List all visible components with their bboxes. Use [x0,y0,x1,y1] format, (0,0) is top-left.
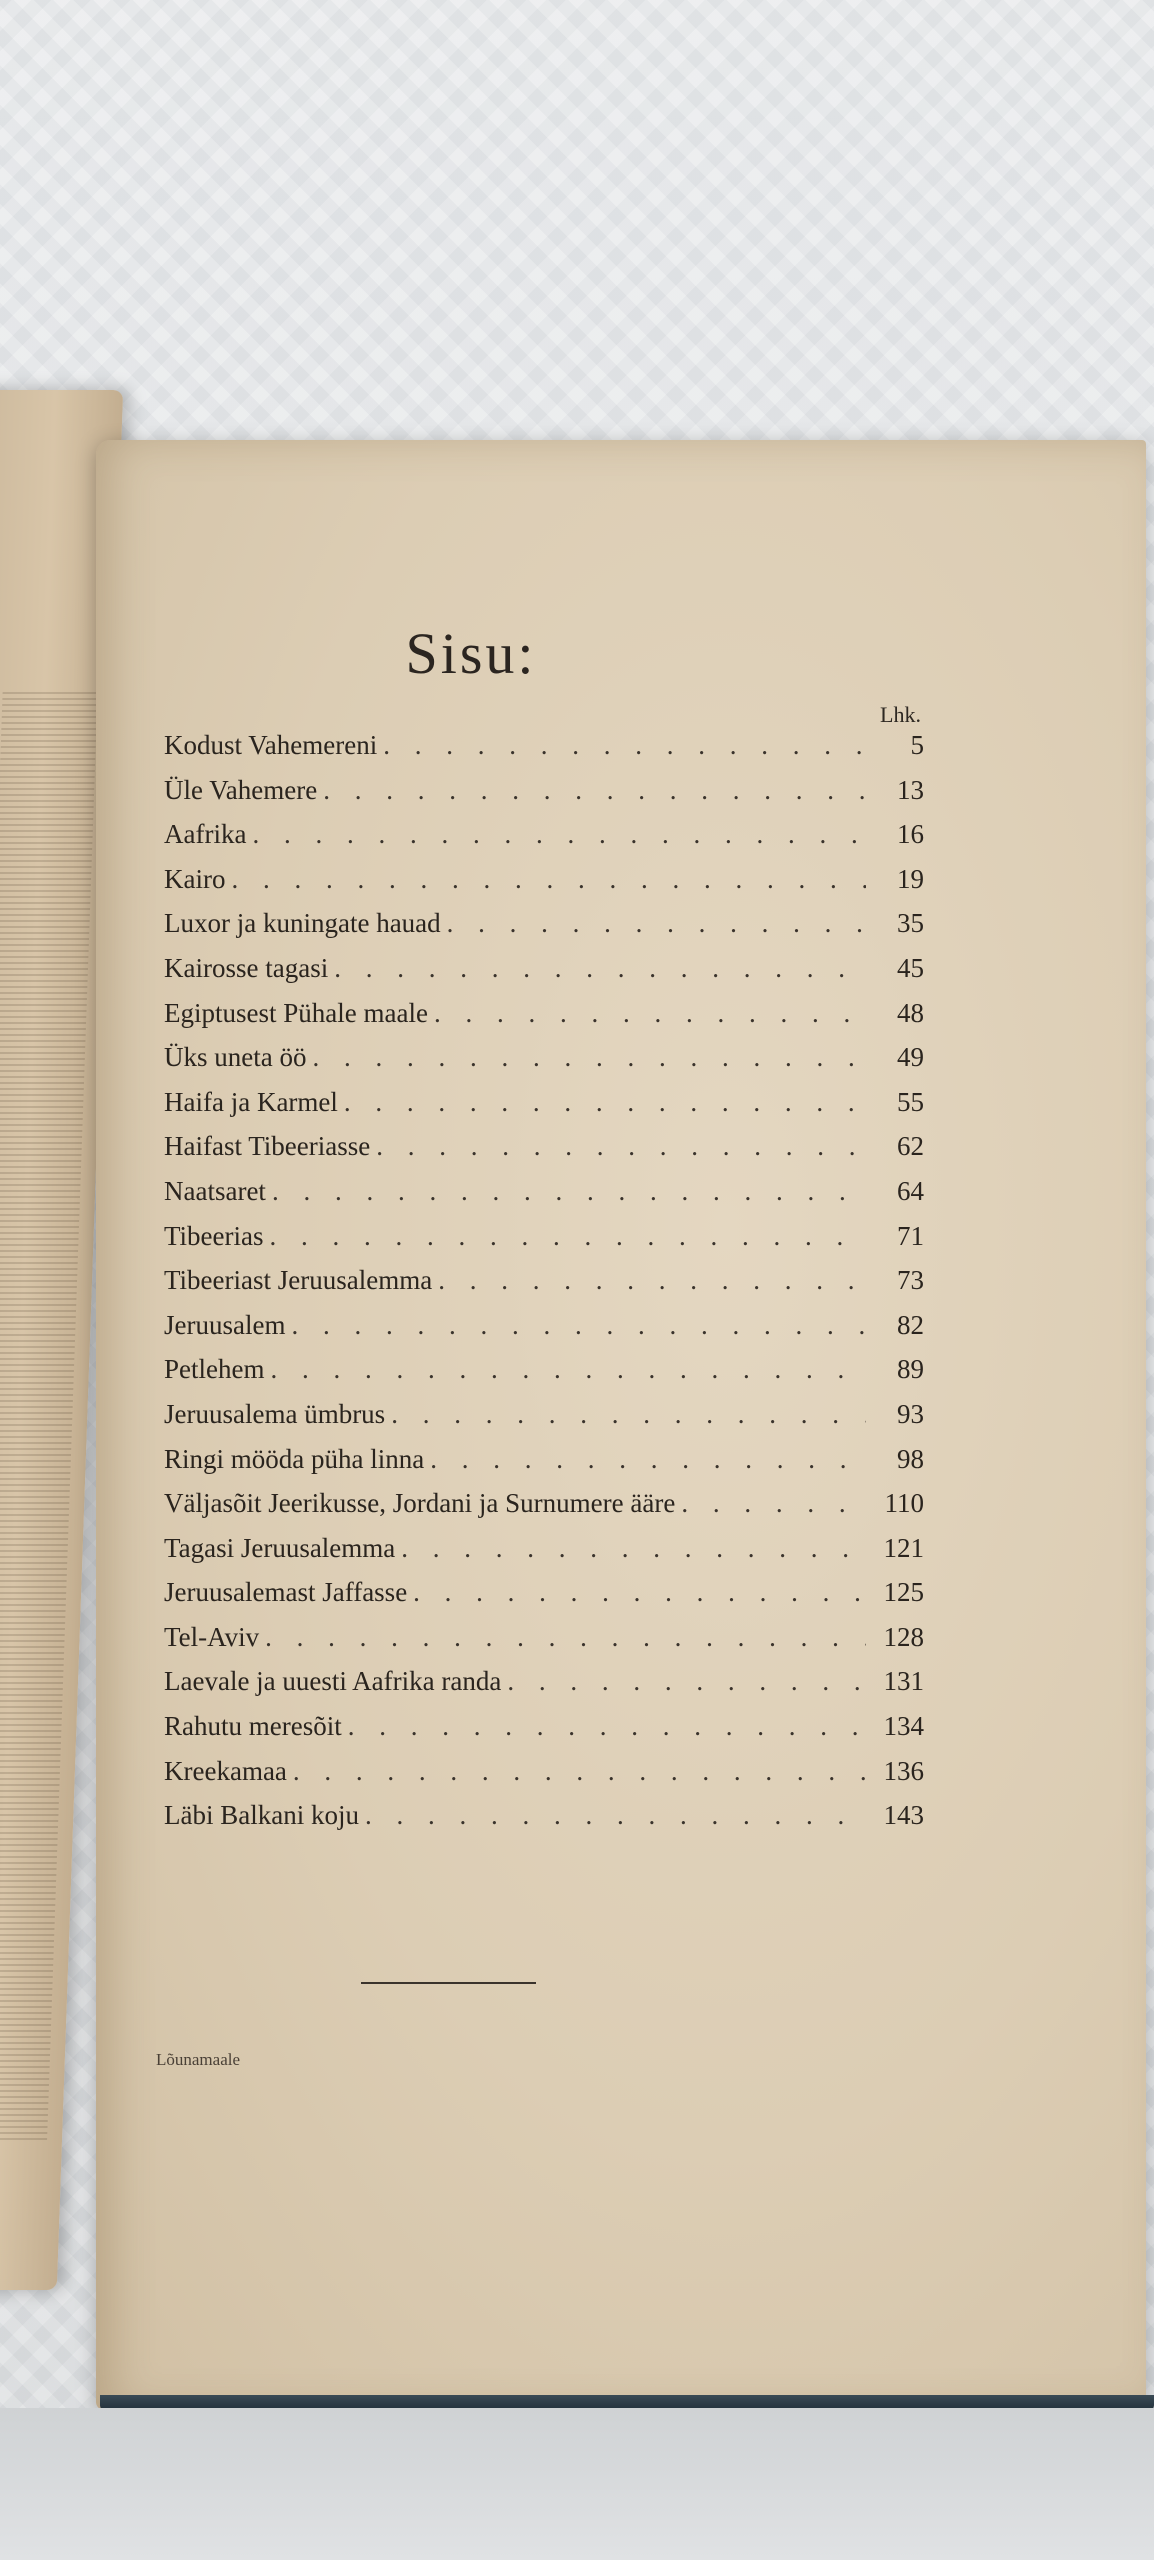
toc-entry [164,1399,924,1444]
toc-leader-dots [430,1444,866,1475]
page-number-column-label: Lhk. [880,702,921,727]
toc-entry-page: 134 [883,1711,924,1742]
toc-entry-title: Tagasi Jeruusalemma [164,1532,396,1563]
toc-leader-dots [334,953,866,984]
toc-entry [164,1711,924,1756]
toc-entry-page: 55 [897,1086,924,1117]
toc-entry-title: Tibeerias [164,1220,264,1251]
toc-entry [164,1176,924,1221]
toc-entry [164,1354,924,1399]
toc-leader-dots [270,1221,867,1252]
toc-entry-page: 62 [897,1131,924,1162]
footer-signature: Lõunamaale [156,2050,241,2069]
toc-entry-page: 89 [897,1354,924,1385]
toc-entry [164,1444,924,1489]
toc-leader-dots [231,864,866,895]
toc-entry-page: 82 [897,1309,924,1340]
toc-entry-page: 45 [897,952,924,983]
toc-entry-title: Väljasõit Jeerikusse, Jordani ja Surnumere ääre [164,1488,676,1519]
toc-entry-page: 93 [897,1398,924,1429]
toc-entry-title: Läbi Balkani koju [164,1800,359,1831]
toc-entry [164,864,924,909]
toc-entry-title: Kreekamaa [164,1755,287,1786]
toc-entry [164,1666,924,1711]
toc-entry [164,775,924,820]
toc-entry-title: Tel-Aviv [164,1621,260,1652]
toc-entry-page: 35 [897,908,924,939]
toc-entry-page: 48 [897,997,924,1028]
page-title: Sisu: [405,621,537,686]
toc-entry-page: 73 [897,1265,924,1296]
toc-entry [164,998,924,1043]
toc-leader-dots [348,1711,866,1742]
toc-entry-page: 19 [897,863,924,894]
toc-leader-dots [681,1488,866,1519]
toc-entry [164,1533,924,1578]
toc-entry-title: Ringi mööda püha linna [164,1443,425,1474]
table-of-contents [164,730,924,1845]
divider-rule [361,1982,536,1984]
toc-entry-title: Jeruusalem [164,1309,286,1340]
toc-entry [164,730,924,775]
toc-entry [164,1488,924,1533]
toc-entry-title: Egiptusest Pühale maale [164,997,428,1028]
toc-entry-page: 5 [910,730,924,760]
toc-entry-page: 125 [883,1577,924,1608]
toc-leader-dots [434,998,866,1029]
toc-entry [164,908,924,953]
toc-entry-page: 121 [883,1532,924,1563]
toc-entry-page: 131 [883,1666,924,1697]
toc-entry-page: 98 [897,1443,924,1474]
toc-entry-title: Petlehem [164,1354,265,1385]
toc-leader-dots [291,1310,866,1341]
toc-entry-page: 136 [883,1755,924,1786]
toc-entry-title: Kairosse tagasi [164,952,329,983]
toc-entry-title: Tibeeriast Jeruusalemma [164,1265,433,1296]
toc-entry [164,1131,924,1176]
toc-entry-title: Kairo [164,863,226,894]
toc-entry-page: 71 [897,1220,924,1251]
toc-entry [164,1310,924,1355]
toc-entry-title: Luxor ja kuningate hauad [164,908,441,939]
toc-entry-page: 49 [897,1042,924,1073]
toc-leader-dots [391,1399,866,1430]
toc-leader-dots [413,1577,866,1608]
toc-leader-dots [401,1533,866,1564]
toc-leader-dots [344,1087,866,1118]
toc-entry-title: Aafrika [164,819,247,850]
toc-entry-title: Kodust Vahemereni [164,730,378,760]
background-cloth [0,2408,1154,2560]
toc-entry [164,1221,924,1266]
toc-entry [164,819,924,864]
toc-leader-dots [438,1265,866,1296]
toc-entry-page: 16 [897,819,924,850]
toc-entry-title: Laevale ja uuesti Aafrika randa [164,1666,502,1697]
toc-entry [164,1087,924,1132]
toc-entry-page: 13 [897,774,924,805]
toc-leader-dots [252,819,866,850]
toc-entry-title: Üks uneta öö [164,1042,307,1073]
toc-leader-dots [323,775,866,806]
toc-entry-title: Rahutu meresõit [164,1711,342,1742]
toc-leader-dots [365,1800,866,1831]
toc-entry-title: Haifast Tibeeriasse [164,1131,371,1162]
toc-entry [164,1265,924,1310]
toc-leader-dots [265,1622,866,1653]
toc-entry-title: Jeruusalemast Jaffasse [164,1577,408,1608]
toc-leader-dots [447,908,866,939]
toc-entry [164,1042,924,1087]
toc-entry-title: Naatsaret [164,1175,266,1206]
toc-entry-page: 128 [883,1621,924,1652]
toc-entry [164,1756,924,1801]
toc-leader-dots [312,1042,866,1073]
toc-entry-page: 110 [884,1488,924,1519]
toc-leader-dots [272,1176,866,1207]
toc-entry-page: 64 [897,1175,924,1206]
toc-entry-page: 143 [883,1800,924,1831]
toc-leader-dots [293,1756,866,1787]
toc-leader-dots [383,730,866,761]
toc-entry [164,1577,924,1622]
toc-entry-title: Üle Vahemere [164,774,318,805]
toc-leader-dots [507,1666,866,1697]
toc-entry [164,953,924,998]
book-page [96,440,1146,2410]
toc-entry [164,1622,924,1667]
map-illustration [0,690,98,2140]
toc-leader-dots [376,1131,866,1162]
toc-entry-title: Jeruusalema ümbrus [164,1398,386,1429]
toc-entry-title: Haifa ja Karmel [164,1086,338,1117]
toc-entry [164,1800,924,1845]
toc-leader-dots [270,1354,866,1385]
